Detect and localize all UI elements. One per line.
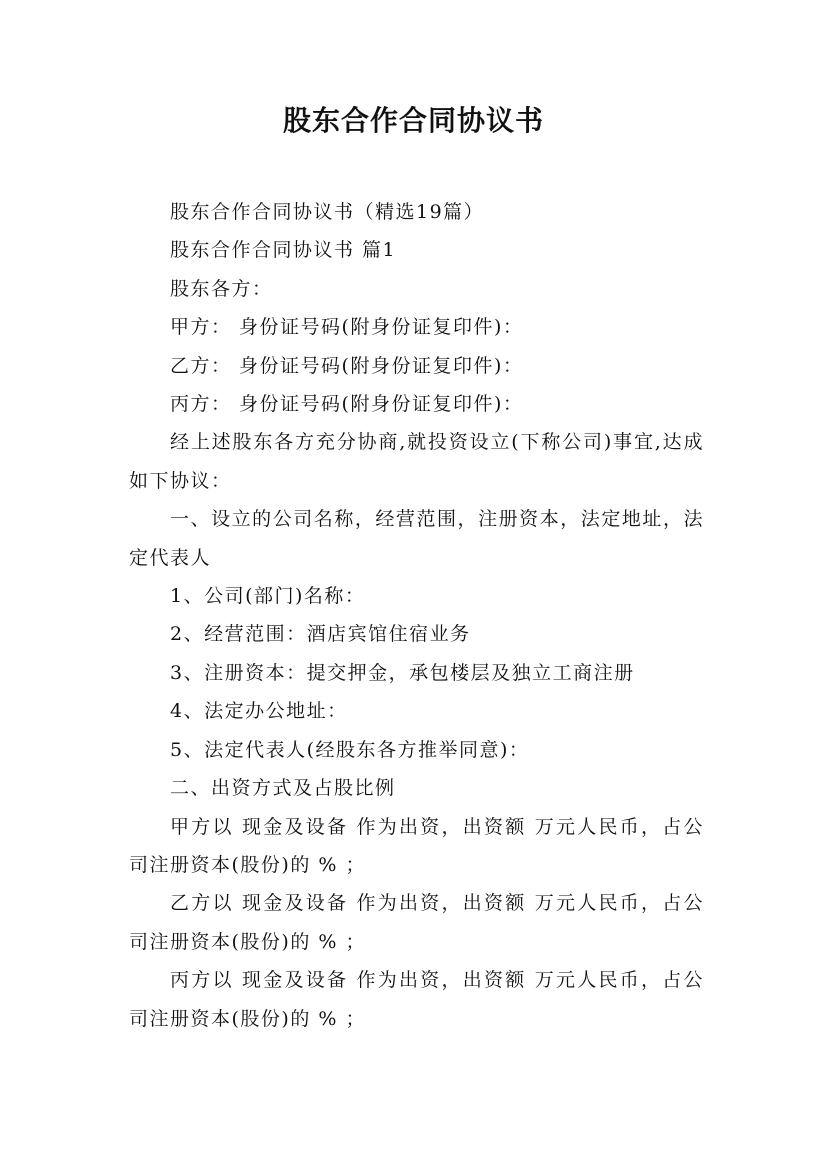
- paragraph: 股东各方：: [170, 277, 273, 300]
- paragraph: 经上述股东各方充分协商,就投资设立(下称公司)事宜,达成如下协议：: [129, 431, 704, 492]
- paragraph: 甲方： 身份证号码(附身份证复印件)：: [170, 316, 524, 339]
- paragraph: 股东合作合同协议书 篇1: [170, 239, 397, 262]
- paragraph: 5、法定代表人(经股东各方推举同意)：: [170, 738, 530, 761]
- paragraph: 丙方： 身份证号码(附身份证复印件)：: [170, 393, 524, 416]
- paragraph: 二、出资方式及占股比例: [170, 777, 396, 800]
- paragraph: 2、经营范围：酒店宾馆住宿业务: [170, 623, 471, 646]
- paragraph: 丙方以 现金及设备 作为出资，出资额 万元人民币，占公司注册资本(股份)的 % ；: [129, 969, 704, 1030]
- document-title: 股东合作合同协议书: [282, 104, 544, 137]
- paragraph: 股东合作合同协议书（精选19篇）: [170, 201, 485, 223]
- paragraph: 乙方： 身份证号码(附身份证复印件)：: [170, 354, 524, 377]
- document-body: [129, 193, 704, 1038]
- paragraph: 一、设立的公司名称，经营范围，注册资本，法定地址，法定代表人: [129, 508, 704, 569]
- paragraph: 甲方以 现金及设备 作为出资，出资额 万元人民币，占公司注册资本(股份)的 % ；: [129, 815, 704, 876]
- paragraph: 4、法定办公地址：: [170, 700, 348, 723]
- paragraph: 3、注册资本：提交押金，承包楼层及独立工商注册: [170, 661, 635, 684]
- paragraph: 1、公司(部门)名称：: [170, 585, 366, 608]
- paragraph: 乙方以 现金及设备 作为出资，出资额 万元人民币，占公司注册资本(股份)的 % ；: [129, 892, 704, 953]
